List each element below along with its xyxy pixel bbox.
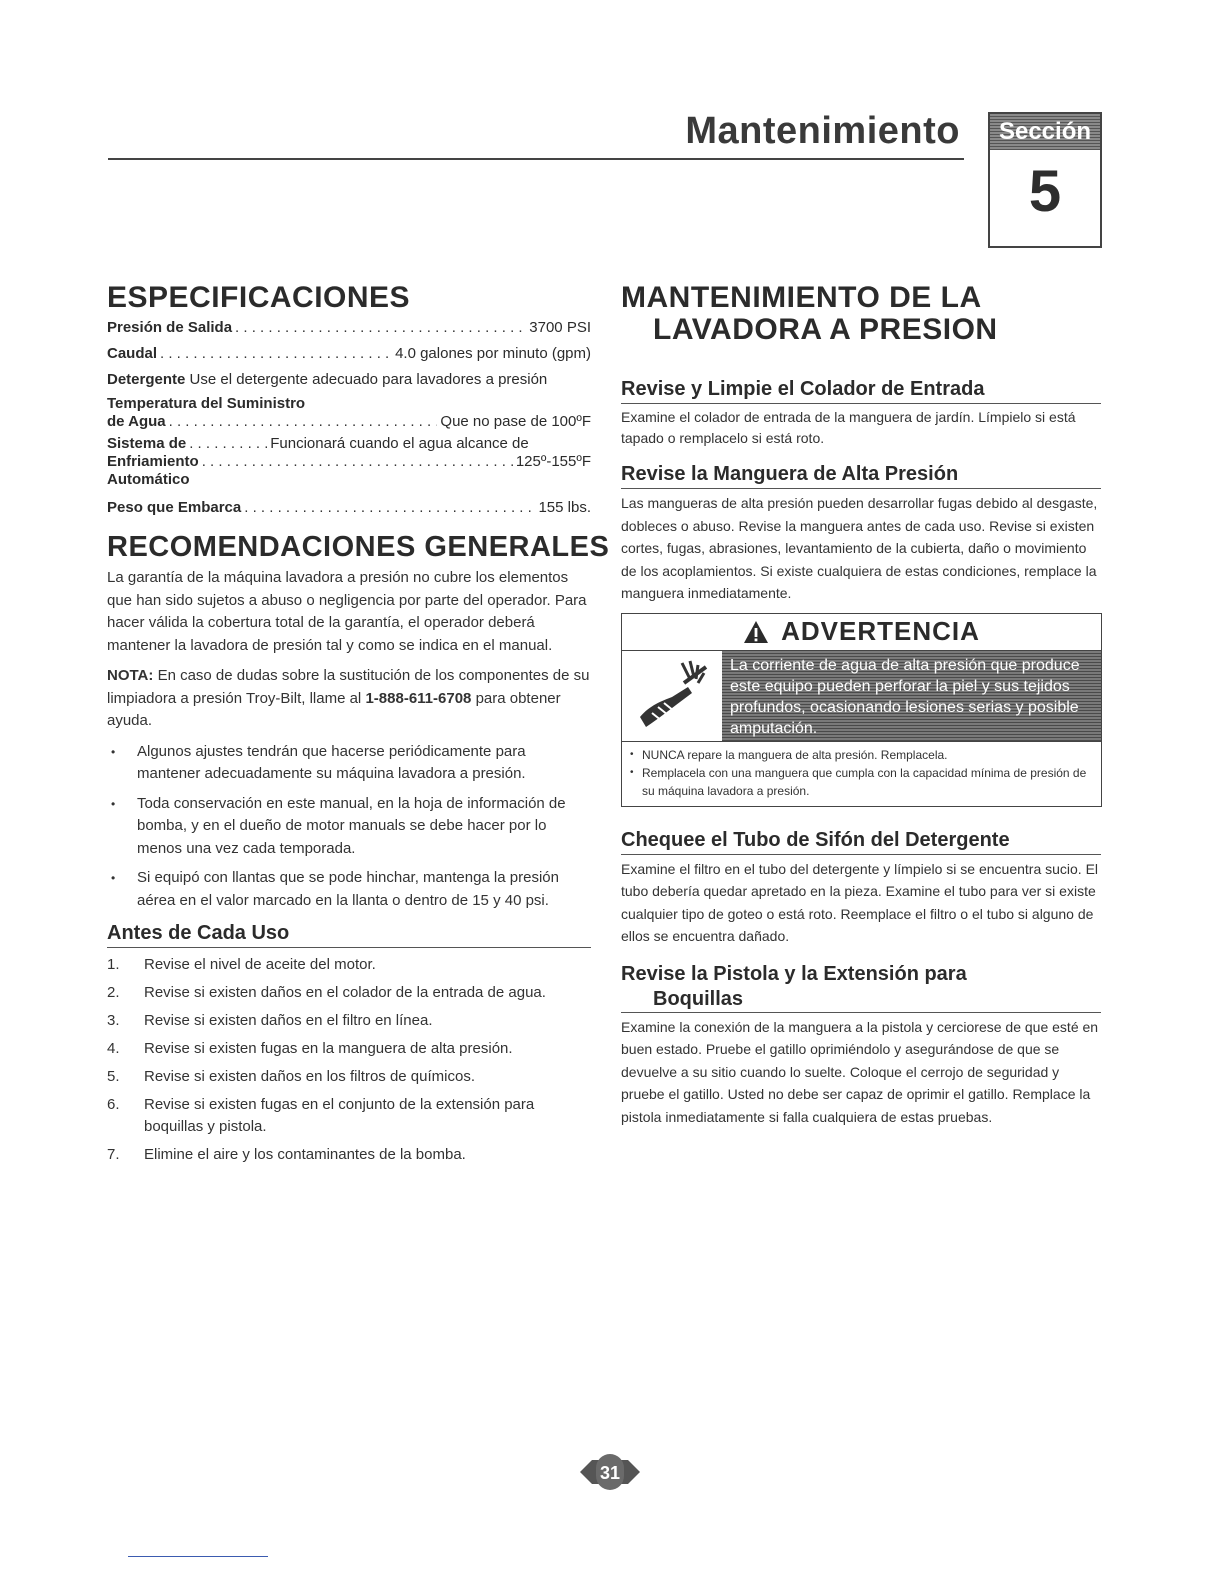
dot-leader (189, 435, 267, 453)
section-badge (988, 112, 1102, 248)
footer-line (128, 1556, 268, 1557)
spec-cooling-2 (107, 453, 591, 471)
left-column (107, 281, 610, 1172)
spec-flow (107, 343, 591, 365)
note-text: En caso de dudas sobre la sustitución de los componentes de su limpiadora a presión Troy-Bilt, llame al (107, 667, 590, 707)
specs-heading: ESPECIFICACIONES (107, 281, 411, 314)
general-bullets (107, 741, 591, 913)
siphon-heading: Chequee el Tubo de Sifón del Detergente (621, 827, 1101, 855)
list-item (107, 1094, 591, 1138)
page-number-shape (578, 1450, 642, 1494)
step-number: 3. (107, 1012, 120, 1029)
spec-label: Sistema de (107, 435, 187, 452)
step-number: 1. (107, 956, 120, 973)
spec-label: Detergente (107, 371, 186, 388)
maintenance-heading-line1: MANTENIMIENTO DE LA (621, 281, 982, 314)
warning-body (622, 651, 1101, 742)
warning-text: La corriente de agua de alta presión que produce este equipo pueden perforar la piel y sus tejidos profundos, ocasionando lesiones serias y posible amputación. (722, 651, 1101, 741)
page-number-badge (578, 1450, 642, 1494)
dot-leader (160, 343, 392, 365)
spec-label: de Agua (107, 413, 166, 430)
spec-shipping-weight (107, 497, 591, 519)
step-text: Revise si existen fugas en el conjunto de la extensión para boquillas y pistola. (144, 1096, 535, 1135)
spec-value: 155 lbs. (538, 499, 591, 516)
before-use-heading: Antes de Cada Uso (107, 920, 591, 948)
step-text: Revise si existen daños en el filtro en línea. (144, 1012, 433, 1029)
header-rule (108, 158, 964, 160)
step-number: 2. (107, 984, 120, 1001)
list-item (107, 1038, 591, 1060)
spec-water-temp-label: Temperatura del Suministro (107, 395, 306, 412)
list-item (107, 982, 591, 1004)
list-item: • Remplacela con una manguera que cumpla con la capacidad mínima de presión de su máquina lavadora a presión. (628, 764, 1095, 800)
note-end: para obtener ayuda. (107, 689, 561, 729)
hose-text: Las mangueras de alta presión pueden desarrollar fugas debido al desgaste, dobleces o abuso. Revise la manguera antes de cada uso. Revise si existen cortes, fugas, abrasiones, levantamiento de la cubierta, daño o movimiento de los acoplamientos. Si existe cualquiera de estas condiciones, remplace la manguera inmediatamente. (621, 495, 1098, 601)
gun-text: Examine la conexión de la manguera a la pistola y cerciorese de que esté en buen estado. Pruebe el gatillo oprimiéndolo y asegurándose de que se devuelve a su sitio cuando lo suelte. Coloque el cerrojo de seguridad y pruebe el gatillo. Usted no debe ser capaz de oprimir el gatillo. Remplace la pistola inmediatamente si falla cualquiera de estas pruebas. (621, 1018, 1099, 1125)
section-number: 5 (1028, 159, 1062, 224)
list-item (107, 1144, 591, 1166)
section-label: Sección (990, 114, 1100, 150)
spec-value: Que no pase de 100ºF (440, 413, 591, 430)
spec-detergent (107, 369, 591, 391)
step-number: 6. (107, 1096, 120, 1113)
list-item: • Algunos ajustes tendrán que hacerse periódicamente para mantener adecuadamente su máquina lavadora a presión. (107, 741, 591, 786)
step-number: 5. (107, 1068, 120, 1085)
spec-water-temp (107, 413, 591, 431)
dot-leader (235, 317, 526, 339)
maintenance-heading-line2: LAVADORA A PRESION (653, 313, 998, 346)
step-text: Revise si existen daños en el colador de la entrada de agua. (144, 984, 546, 1001)
spec-value: 3700 PSI (529, 319, 591, 336)
page-title: Mantenimiento (685, 110, 960, 152)
note-label: NOTA: (107, 667, 154, 684)
warning-title: ADVERTENCIA (781, 616, 980, 646)
page-number: 31 (599, 1463, 621, 1483)
warning-box (621, 613, 1102, 807)
warning-list (622, 742, 1101, 806)
warning-title-bar (622, 614, 1101, 651)
step-number: 4. (107, 1040, 120, 1057)
step-text: Revise el nivel de aceite del motor. (144, 956, 376, 973)
note-phone: 1-888-611-6708 (365, 689, 472, 707)
spec-value: 4.0 galones por minuto (gpm) (395, 345, 591, 362)
list-item (107, 954, 591, 976)
strainer-text: Examine el colador de entrada de la manguera de jardín. Límpielo si está tapado o remplacelo si está roto. (621, 409, 1076, 446)
list-item: • Si equipó con llantas que se pode hinchar, mantenga la presión aérea en el valor marcado en la llanta o dentro de 15 y 40 psi. (107, 867, 591, 912)
spec-label: Caudal (107, 345, 158, 362)
list-item (107, 1066, 591, 1088)
step-number: 7. (107, 1146, 120, 1163)
list-item: • Toda conservación en este manual, en la hoja de información de bomba, y en el dueño de motor manuals se debe hacer por lo menos una vez cada temporada. (107, 793, 591, 861)
spec-label: Enfriamiento (107, 453, 199, 470)
dot-leader (169, 413, 438, 431)
step-text: Revise si existen daños en los filtros de químicos. (144, 1068, 475, 1085)
hose-heading: Revise la Manguera de Alta Presión (621, 461, 1101, 489)
spec-value: Use el detergente adecuado para lavadores a presión (189, 371, 548, 388)
right-column (621, 282, 1101, 1128)
strainer-heading: Revise y Limpie el Colador de Entrada (621, 376, 1101, 404)
gun-heading-line1: Revise la Pistola y la Extensión para (621, 962, 967, 985)
spec-cooling-label: Automático (107, 471, 190, 488)
spec-value: Funcionará cuando el agua alcance de (270, 435, 529, 452)
general-intro: La garantía de la máquina lavadora a presión no cubre los elementos que han sido sujetos a abuso o negligencia por parte del operador. Para hacer válida la cobertura total de la garantía, el operador deberá mantener la lavadora de presión tal y como se indica en el manual. (107, 569, 587, 654)
spec-cooling-1 (107, 435, 591, 453)
list-item (107, 1010, 591, 1032)
specs-list (107, 317, 591, 519)
list-item: • NUNCA repare la manguera de alta presión. Remplacela. (628, 746, 1095, 764)
step-text: Elimine el aire y los contaminantes de la bomba. (144, 1146, 466, 1163)
before-use-steps (107, 954, 591, 1166)
spec-value: 125º-155ºF (515, 453, 591, 470)
general-note (107, 665, 591, 733)
step-text: Revise si existen fugas en la manguera de alta presión. (144, 1040, 513, 1057)
spec-output-pressure (107, 317, 591, 339)
general-heading: RECOMENDACIONES GENERALES (107, 531, 610, 563)
dot-leader (244, 497, 535, 519)
siphon-text: Examine el filtro en el tubo del detergente y límpielo si se encuentra sucio. El tubo debería quedar apretado en la pieza. Examine el tubo para ver si existe cualquier tipo de goteo o está roto. Reemplace el filtro o el tubo si alguno de ellos se encuentra dañado. (621, 860, 1099, 944)
spec-label: Presión de Salida (107, 319, 233, 336)
gun-heading-line2: Boquillas (621, 987, 1101, 1013)
spec-label: Peso que Embarca (107, 499, 242, 516)
spray-injury-icon (622, 651, 722, 741)
warning-triangle-icon (743, 620, 769, 644)
dot-leader (202, 453, 513, 471)
